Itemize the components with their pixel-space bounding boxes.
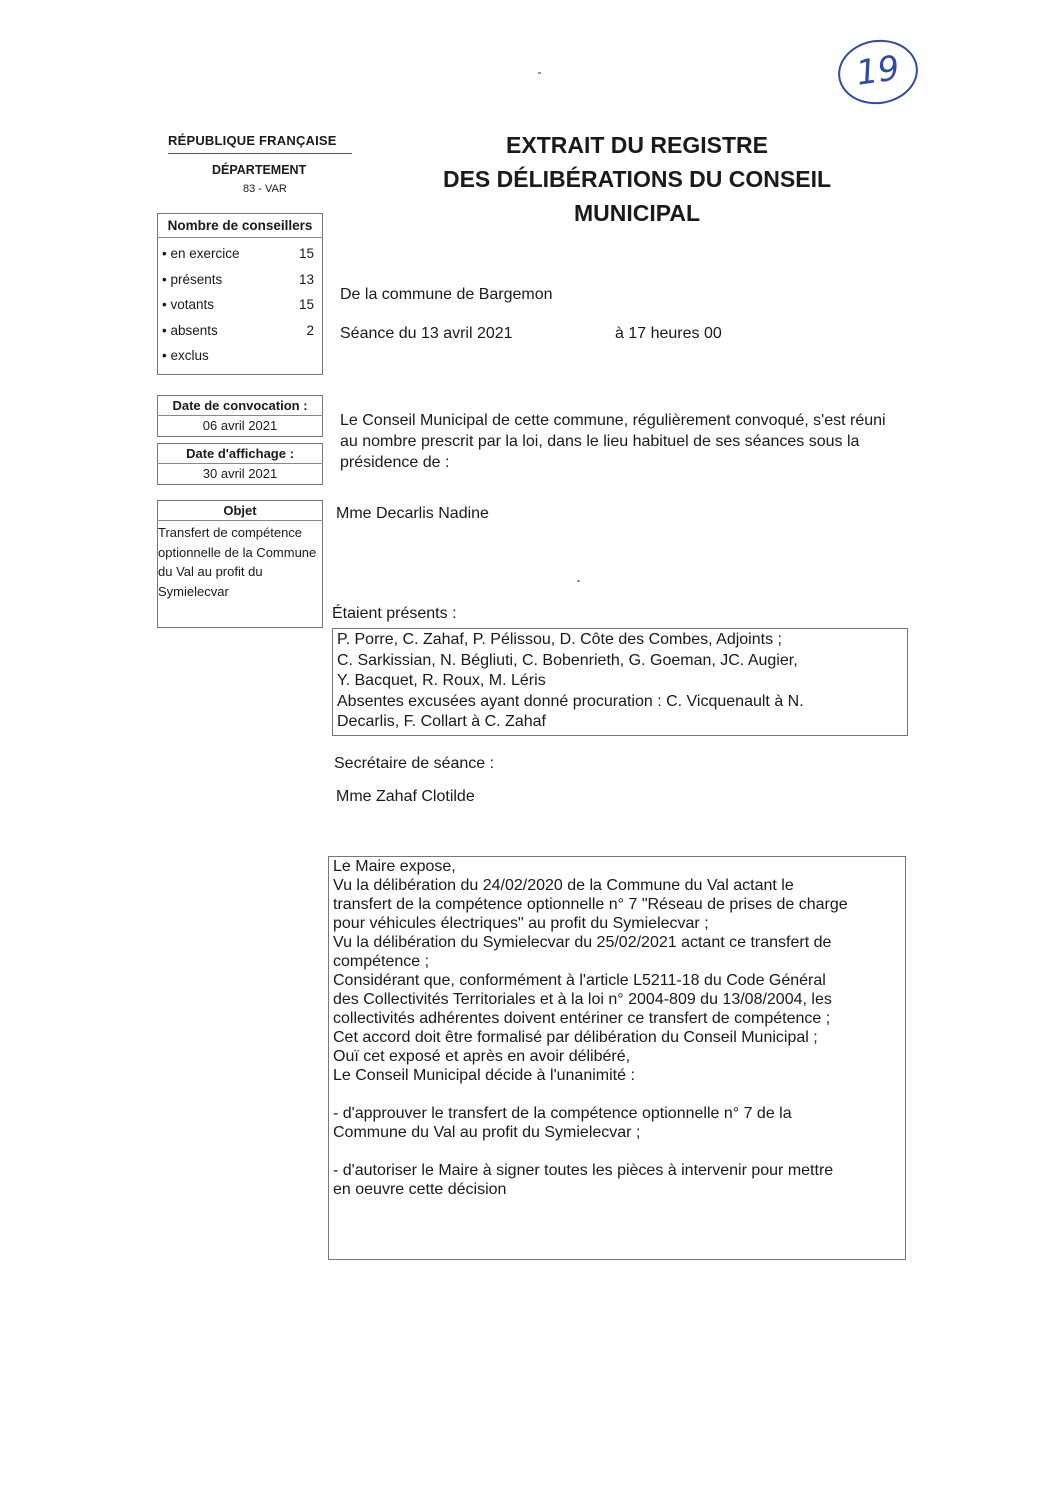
conseillers-row-label: • absents [162,323,218,338]
presents-line: Decarlis, F. Collart à C. Zahaf [337,713,546,730]
deliberation-line: Considérant que, conformément à l'article L5211-18 du Code Général [333,972,826,989]
seance-date: Séance du 13 avril 2021 [340,325,513,342]
presents-line: C. Sarkissian, N. Bégliuti, C. Bobenrieth, G. Goeman, JC. Augier, [337,651,798,669]
intro-paragraph: Le Conseil Municipal de cette commune, régulièrement convoqué, s'est réuni au nombre prescrit par la loi, dans le lieu habituel de ses séances sous la présidence de : [340,412,886,471]
objet-label: Objet [158,501,322,521]
conseillers-row-label: • exclus [162,348,209,363]
departement-label: DÉPARTEMENT [212,163,307,177]
objet-box [157,500,323,628]
deliberation-line: Vu la délibération du 24/02/2020 de la Commune du Val actant le [333,877,794,894]
presidente: Mme Decarlis Nadine [336,505,489,522]
conseillers-row-label: • votants [162,297,215,312]
deliberation-line: - d'autoriser le Maire à signer toutes les pièces à intervenir pour mettre [333,1162,834,1179]
deliberation-line: des Collectivités Territoriales et à la loi n° 2004-809 du 13/08/2004, les [333,991,832,1008]
deliberation-spacer [333,1142,901,1161]
conseillers-row-label: • présents [162,272,223,287]
deliberation-line: collectivités adhérentes doivent entériner ce transfert de compétence ; [333,1010,831,1027]
deliberation-line: compétence ; [333,953,430,970]
conseillers-row [162,348,314,368]
presents-box [332,628,908,736]
deliberation-line: transfert de la compétence optionnelle n° 7 "Réseau de prises de charge [333,896,848,913]
conseillers-row [162,246,314,266]
convocation-label: Date de convocation : [158,396,322,416]
title-line: EXTRAIT DU REGISTRE [506,132,768,158]
presents-line: P. Porre, C. Zahaf, P. Pélissou, D. Côte des Combes, Adjoints ; [337,631,782,648]
page-number: 19 [834,35,922,110]
deliberation-line: Vu la délibération du Symielecvar du 25/02/2021 actant ce transfert de [333,934,832,951]
conseillers-row-value: 15 [298,297,314,312]
affichage-date: 30 avril 2021 [202,466,278,481]
objet-text: Transfert de compétence optionnelle de la Commune du Val au profit du Symielecvar [158,525,317,599]
deliberation-line: - d'approuver le transfert de la compétence optionnelle n° 7 de la [333,1105,792,1122]
conseillers-row-value: 13 [298,272,314,287]
commune: De la commune de Bargemon [340,286,553,303]
convocation-date: 06 avril 2021 [202,418,278,433]
deliberation-line: Cet accord doit être formalisé par délibération du Conseil Municipal ; [333,1029,818,1046]
title-line: MUNICIPAL [573,200,701,226]
affichage-label: Date d'affichage : [158,444,322,464]
etaient-presents-label: Étaient présents : [332,605,457,622]
scan-speck [577,580,580,582]
deliberation-spacer [333,1085,901,1104]
deliberation-line: Commune du Val au profit du Symielecvar ; [333,1124,641,1141]
seance-heure: à 17 heures 00 [615,325,722,342]
title-line: DES DÉLIBÉRATIONS DU CONSEIL [442,166,832,192]
conseillers-row [162,323,314,343]
secretaire-name: Mme Zahaf Clotilde [336,788,475,805]
presents-line: Y. Bacquet, R. Roux, M. Léris [337,672,546,689]
secretaire-label: Secrétaire de séance : [334,755,495,772]
conseillers-row-label: • en exercice [162,246,240,261]
convocation-box [157,395,323,437]
deliberation-line: pour véhicules électriques" au profit du Symielecvar ; [333,915,709,932]
conseillers-row [162,272,314,292]
affichage-box [157,443,323,485]
conseillers-row-value: 15 [298,246,314,261]
conseillers-box [157,213,323,375]
document-title [400,128,874,230]
presents-line: Absentes excusées ayant donné procuration : C. Vicquenault à N. [337,692,804,710]
deliberation-line: Ouï cet exposé et après en avoir délibéré, [333,1048,631,1065]
deliberation-line: Le Conseil Municipal décide à l'unanimité : [333,1067,635,1084]
deliberation-line: Le Maire expose, [333,858,456,875]
conseillers-row [162,297,314,317]
deliberation-line: en oeuvre cette décision [333,1181,507,1198]
scan-speck [538,72,541,74]
departement-value: 83 - VAR [243,183,287,195]
deliberation-box [328,856,906,1260]
republique-francaise: RÉPUBLIQUE FRANÇAISE [168,133,337,148]
header-rule [168,153,352,154]
conseillers-row-value: 2 [306,323,314,338]
conseillers-heading: Nombre de conseillers [158,214,322,238]
